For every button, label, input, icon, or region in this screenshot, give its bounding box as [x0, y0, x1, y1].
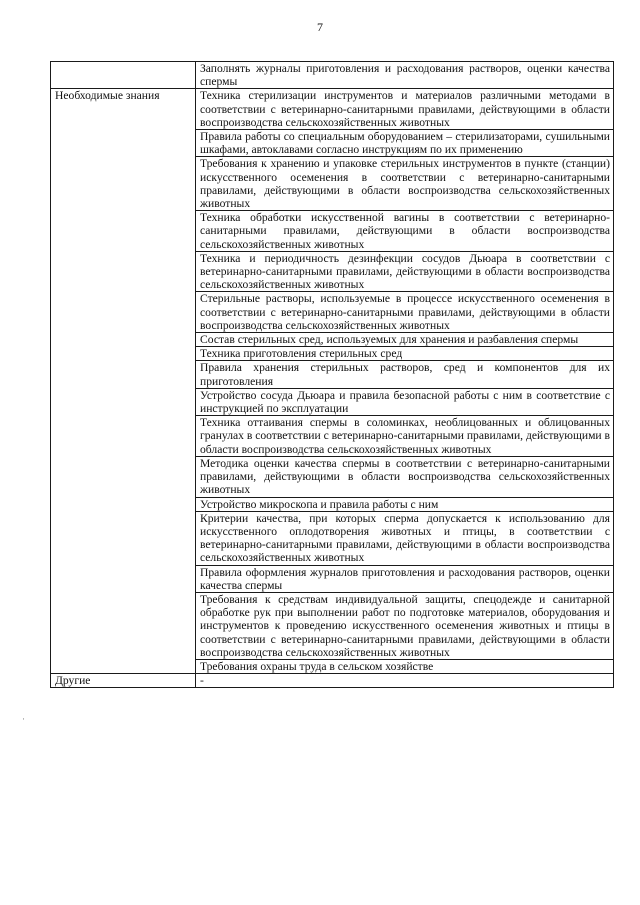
row-text — [196, 251, 614, 292]
table-body — [51, 62, 614, 688]
row-text — [196, 347, 614, 361]
row-text — [196, 211, 614, 252]
requirement-text: Техника обработки искусственной вагины в соответствии с ветеринарно-санитарными правилами, действующими в области воспроизводства сельскохозяйственных животных — [200, 211, 610, 251]
row-text — [196, 416, 614, 457]
requirement-text: Техника оттаивания спермы в соломинках, необлицованных и облицованных гранулах в соответствии с ветеринарно-санитарными правилами, действующими в области воспроизводства сельскохозяйственных животных — [200, 416, 610, 456]
table-row — [51, 62, 614, 89]
table-row — [51, 89, 614, 130]
requirement-text: Устройство сосуда Дьюара и правила безопасной работы с ним в соответствие с инструкцией по эксплуатации — [200, 388, 610, 416]
page-number: 7 — [317, 20, 323, 34]
row-text — [196, 659, 614, 673]
row-text — [196, 361, 614, 388]
row-text — [196, 130, 614, 157]
qualification-table — [50, 61, 614, 688]
requirement-text: Методика оценки качества спермы в соответствии с ветеринарно-санитарными правилами, действующими в области воспроизводства сельскохозяйственных животных — [200, 456, 610, 497]
requirement-text: - — [200, 674, 204, 688]
row-text — [196, 333, 614, 347]
scan-mark: · — [22, 714, 25, 724]
row-text — [196, 456, 614, 497]
requirement-text: Устройство микроскопа и правила работы с ним — [200, 497, 439, 511]
row-label: Необходимые знания — [51, 89, 196, 674]
row-text — [196, 511, 614, 565]
requirement-text: Техника приготовления стерильных сред — [200, 347, 403, 361]
requirement-text: Стерильные растворы, используемые в процессе искусственного осеменения в соответствии с ветеринарно-санитарными правилами, действующими в области воспроизводства сельскохозяйственных животных — [200, 292, 610, 332]
requirement-text: Правила работы со специальным оборудованием – стерилизаторами, сушильными шкафами, автоклавами согласно инструкциям по их применению — [200, 130, 610, 157]
row-text — [196, 497, 614, 511]
row-text — [196, 62, 614, 89]
requirement-text: Состав стерильных сред, используемых для хранения и разбавления спермы — [200, 333, 579, 347]
row-label: Другие — [51, 674, 196, 688]
row-text — [196, 674, 614, 688]
requirement-text: Требования к средствам индивидуальной защиты, спецодежде и санитарной обработке рук при выполнении работ по подготовке материалов, оборудования и инструментов к проведению искусственного осеменения животных и птицы в соответствии с ветеринарно-санитарными правилами, действующими в области воспроизводства сельскохозяйственных животных — [200, 592, 610, 659]
requirement-text: Техника стерилизации инструментов и материалов различными методами в соответствии с ветеринарно-санитарными правилами, действующими в области воспроизводства сельскохозяйственных животных — [200, 89, 610, 129]
requirement-text: Заполнять журналы приготовления и расходования растворов, оценки качества спермы — [200, 62, 610, 89]
row-text — [196, 565, 614, 592]
requirement-text: Критерии качества, при которых сперма допускается к использованию для искусственного оплодотворения животных и птицы, в соответствии с ветеринарно-санитарными правилами, действующими в области воспроизводства сельскохозяйственных животных — [200, 511, 610, 565]
row-text — [196, 89, 614, 130]
row-text — [196, 157, 614, 211]
row-label — [51, 62, 196, 89]
requirement-text: Правила оформления журналов приготовления и расходования растворов, оценки качества спермы — [200, 565, 610, 592]
requirement-text: Требования охраны труда в сельском хозяйстве — [200, 659, 434, 673]
requirement-text: Требования к хранению и упаковке стерильных инструментов в пункте (станции) искусственного осеменения в соответствии с ветеринарно-санитарными правилами, действующими в области воспроизводства сельскохозяйственных животных — [200, 157, 610, 211]
row-text — [196, 388, 614, 415]
requirement-text: Правила хранения стерильных растворов, сред и компонентов для их приготовления — [200, 361, 610, 388]
row-text — [196, 292, 614, 333]
table-row — [51, 674, 614, 688]
row-text — [196, 592, 614, 659]
requirement-text: Техника и периодичность дезинфекции сосудов Дьюара в соответствии с ветеринарно-санитарными правилами, действующими в области воспроизводства сельскохозяйственных животных — [200, 251, 610, 292]
